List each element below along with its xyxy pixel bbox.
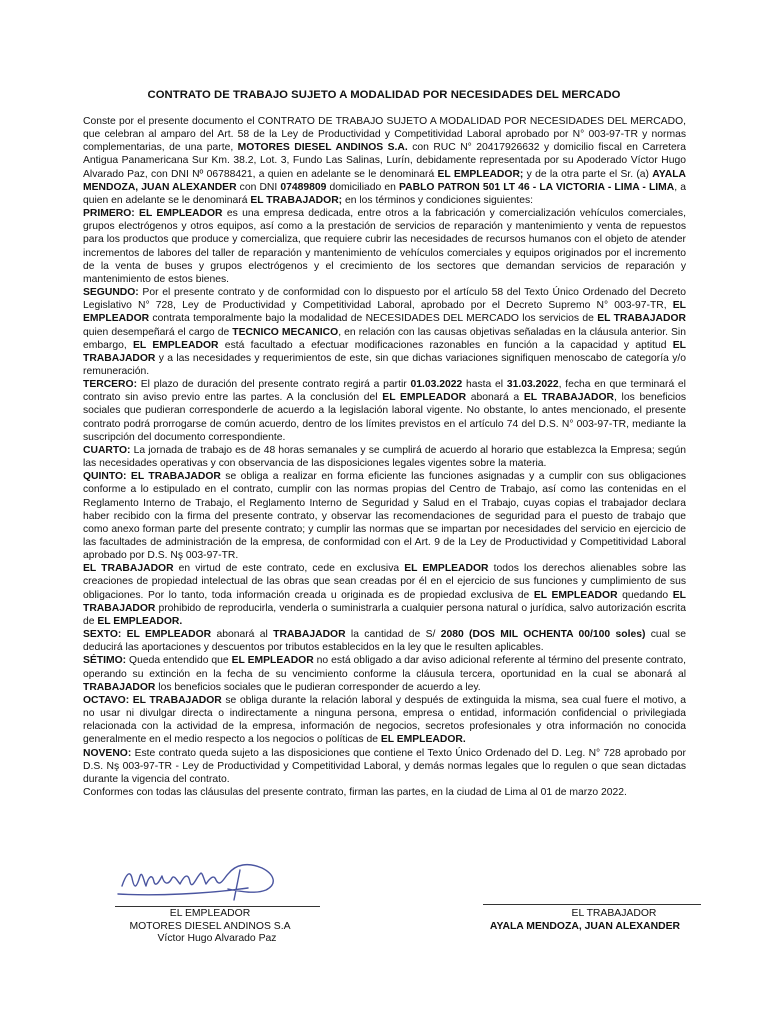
closing-statement: Conformes con todas las cláusulas del presente contrato, firman las partes, en la ciudad de Lima al 01 de marzo 2022. [83,786,627,798]
employer-role: EL EMPLEADOR [169,908,251,919]
clause-primero: PRIMERO: EL EMPLEADOR es una empresa dedicada, entre otros a la fabricación y comercialización vehículos comerciales, grupos electrógenos y otros equipos, así como a la prestación de servicios de reparación y mantenimiento y venta de repuestos para los productos que produce y comercializa, que requiere cubrir las necesidades de recursos humanos con el objeto de atender incrementos de labores del taller de reparación y mantenimiento de vehículos comerciales y equipos originados por el incremento de la venta de buses y grupos electrógenos y el crecimiento de los sectores que demandan servicios de reparación y mantenimiento de estos bienes. [83,208,686,285]
worker-signature-line [483,904,701,905]
employer-company: MOTORES DIESEL ANDINOS S.A [129,920,291,932]
worker-name: AYALA MENDOZA, JUAN ALEXANDER [489,920,681,932]
employer-signature-block [95,908,325,946]
clause-sexto: SEXTO: EL EMPLEADOR abonará al TRABAJADOR la cantidad de S/ 2080 (DOS MIL OCHENTA 00/100 soles) cual se deducirá las aportaciones y descuentos por tributos establecidos en la ley que le resulten aplicables. [83,629,686,654]
worker-signature-block [430,908,740,933]
clause-segundo: SEGUNDO: Por el presente contrato y de conformidad con lo dispuesto por el artículo 58 del Texto Único Ordenado del Decreto Legislativo N° 728, Ley de Productividad y Competitividad Laboral, aprobado por el Decreto Supremo N° 003-97-TR, EL EMPLEADOR contrata temporalmente bajo la modalidad de NECESIDADES DEL MERCADO los servicios de EL TRABAJADOR quien desempeñará el cargo de TECNICO MECANICO, en relación con las causas objetivas señaladas en la cláusula anterior. Sin embargo, EL EMPLEADOR está facultado a efectuar modificaciones razonables en función a la capacidad y aptitud EL TRABAJADOR y a las necesidades y requerimientos de este, sin que dichas variaciones signifiquen menoscabo de categoría y/o remuneración. [83,287,686,377]
clause-cuarto: CUARTO: La jornada de trabajo es de 48 horas semanales y se cumplirá de acuerdo al horario que establezca la Empresa; según las necesidades operativas y con observancia de las disposiciones legales vigentes sobre la materia. [83,444,686,470]
employer-handwritten-signature [116,856,296,904]
clause-tercero: TERCERO: El plazo de duración del presente contrato regirá a partir 01.03.2022 hasta el 31.03.2022, fecha en que terminará el contrato sin aviso previo entre las partes. A la conclusión del EL EMPLEADOR abonará a EL TRABAJADOR, los beneficios sociales que pudieran corresponderle de acuerdo a la legislación laboral vigente. No obstante, lo antes mencionado, el presente contrato podrá prorrogarse de común acuerdo, dentro de los límites previstos en el artículo 74 del D.S. N° 003-97-TR, mediante la suscripción del documento correspondiente. [83,379,687,443]
contract-body [83,115,686,799]
clause-propiedad-intelectual: EL TRABAJADOR en virtud de este contrato, cede en exclusiva EL EMPLEADOR todos los derechos alienables sobre las creaciones de propiedad intelectual de las obras que sean creadas por él en el ejercicio de sus funciones y cumplimiento de sus obligaciones. Por lo tanto, toda información creada u originada es de propiedad exclusiva de EL EMPLEADOR quedando EL TRABAJADOR prohibido de reproducirla, venderla o suministrarla a cualquier persona natural o jurídica, salvo autorización escrita de EL EMPLEADOR. [83,563,686,627]
clause-noveno: NOVENO: Este contrato queda sujeto a las disposiciones que contiene el Texto Único Ordenado del D. Leg. N° 728 aprobado por D.S. Nş 003-97-TR - Ley de Productividad y Competitividad Laboral, y demás normas legales que lo regulen o que sean dictadas durante la vigencia del contrato. [83,747,686,785]
worker-role: EL TRABAJADOR [571,908,657,919]
intro-paragraph: Conste por el presente documento el CONTRATO DE TRABAJO SUJETO A MODALIDAD POR NECESIDADES DEL MERCADO, que celebran al amparo del Art. 58 de la Ley de Productividad y Competitividad Laboral aprobado por N° 003-97-TR y normas complementarias, de una parte, MOTORES DIESEL ANDINOS S.A. con RUC N° 20417926632 y domicilio fiscal en Carretera Antigua Panamericana Sur Km. 38.2, Lot. 3, Fundo Las Salinas, Lurín, debidamente representada por su Apoderado Víctor Hugo Alvarado Paz, con DNI Nº 06788421, a quien en adelante se le denominará EL EMPLEADOR; y de la otra parte el Sr. (a) AYALA MENDOZA, JUAN ALEXANDER con DNI 07489809 domiciliado en PABLO PATRON 501 LT 46 - LA VICTORIA - LIMA - LIMA, a quien en adelante se le denominará EL TRABAJADOR; en los términos y condiciones siguientes: [83,116,687,206]
employer-representative: Víctor Hugo Alvarado Paz [157,933,277,945]
employer-signature-line [115,906,320,907]
clause-septimo: SÉTIMO: Queda entendido que EL EMPLEADOR no está obligado a dar aviso adicional referente al término del presente contrato, operando su extinción en la fecha de su vencimiento conforme la cláusula tercera, oportunidad en la cual se abonará al TRABAJADOR los beneficios sociales que le pudieran corresponder de acuerdo a ley. [83,655,686,693]
clause-octavo: OCTAVO: EL TRABAJADOR se obliga durante la relación laboral y después de extinguida la misma, sea cual fuere el motivo, a no usar ni divulgar directa o indirectamente a ninguna persona, empresa o entidad, información confidencial o privilegiada relacionada con la actividad de la empresa, información de negocios, secretos profesionales y otra información no conocida generalmente en el medio respecto a los negocios o políticas de EL EMPLEADOR. [83,694,686,746]
document-title: CONTRATO DE TRABAJO SUJETO A MODALIDAD POR NECESIDADES DEL MERCADO [147,89,621,101]
clause-quinto: QUINTO: EL TRABAJADOR se obliga a realizar en forma eficiente las funciones asignadas y a cumplir con sus obligaciones conforme a lo estipulado en el contrato, cumplir con las normas propias del Centro de Trabajo, así como las contenidas en el Reglamento Interno de Trabajo, el Reglamento Interno de Seguridad y Salud en el Trabajo, cuyas copias el trabajador declara haber recibido con la firma del presente contrato, y observar las recomendaciones de seguridad para el puesto de trabajo que como anexo forman parte del presente contrato; y cumplir las normas que se impartan por necesidades del servicio en ejercicio de las facultades de administración de la empresa, de conformidad con el Art. 9 de la Ley de Productividad y Competitividad Laboral aprobado por D.S. Nş 003-97-TR. [83,471,687,562]
